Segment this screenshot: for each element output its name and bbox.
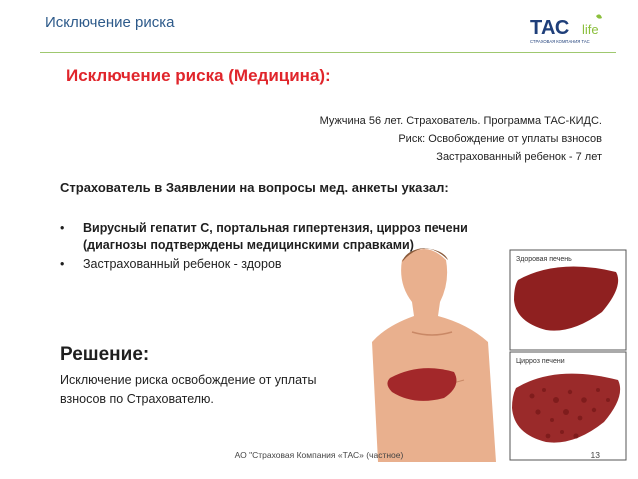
bullet-marker: •: [60, 257, 65, 271]
human-torso-figure: [372, 248, 496, 462]
cirrhosis-liver-label: Цирроз печени: [516, 358, 565, 365]
logo-tagline: СТРАХОВАЯ КОМПАНИЯ ТАС: [530, 39, 590, 44]
liver-illustration: [372, 240, 628, 465]
logo-suffix: life: [582, 22, 599, 37]
case-info: [320, 112, 602, 166]
case-info-line: Риск: Освобождение от уплаты взносов: [398, 133, 602, 145]
header-divider: [40, 52, 616, 53]
footer-company: АО "Страховая Компания «ТАС» (частное): [234, 450, 404, 460]
healthy-liver-label: Здоровая печень: [516, 256, 572, 263]
list-item-text: Застрахованный ребенок - здоров: [83, 257, 282, 271]
slide-header-title: Исключение риска: [45, 14, 175, 31]
slide-subtitle: Исключение риска (Медицина):: [66, 66, 331, 85]
logo-text: ТАС: [530, 17, 570, 39]
questionnaire-lead: Страхователь в Заявлении на вопросы мед. анкеты указал:: [60, 180, 449, 195]
leaf-icon: [596, 14, 602, 18]
decision-title: Решение:: [60, 344, 150, 365]
case-info-line: Мужчина 56 лет. Страхователь. Программа ТАС-КИДС.: [319, 115, 602, 127]
decision-text: Исключение риска освобождение от уплаты взносов по Страхователю.: [60, 373, 317, 406]
case-info-line: Застрахованный ребенок - 7 лет: [436, 151, 602, 163]
tas-life-logo: [530, 12, 622, 46]
page-number: 13: [590, 450, 600, 460]
cirrhosis-liver-panel: [510, 352, 626, 460]
bullet-marker: •: [60, 221, 65, 235]
list-item-text: Вирусный гепатит С, портальная гипертензия, цирроз печени (диагнозы подтверждены медицинскими справками): [83, 221, 468, 252]
healthy-liver-panel: [510, 250, 626, 350]
